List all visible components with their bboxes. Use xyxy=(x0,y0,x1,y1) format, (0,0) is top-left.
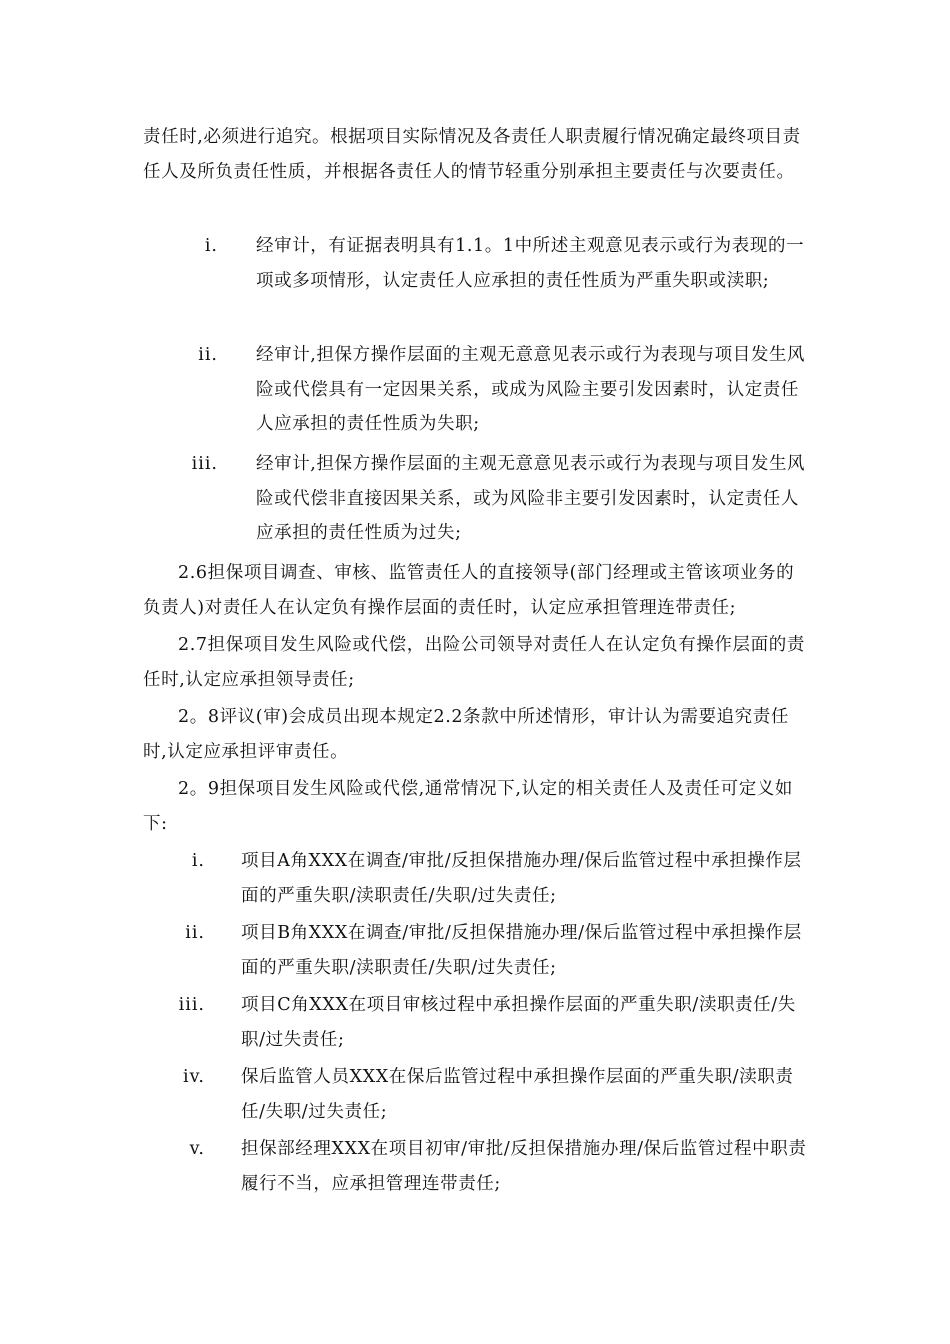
list-b-marker-2: ii. xyxy=(185,923,205,943)
list-a-item-2: 经审计,担保方操作层面的主观无意意见表示或行为表现与项目发生风险或代偿具有一定因果关系，或成为风险主要引发因素时，认定责任人应承担的责任性质为失职; xyxy=(256,345,806,434)
list-a-marker-2: ii. xyxy=(198,345,218,365)
paragraph-2-8: 2。8评议(审)会成员出现本规定2.2条款中所述情形，审计认为需要追究责任时,认定应承担评审责任。 xyxy=(143,707,789,762)
list-b-item-3: 项目C角XXX在项目审核过程中承担操作层面的严重失职/渎职责任/失职/过失责任; xyxy=(241,995,796,1050)
list-b-marker-1: i. xyxy=(191,851,205,871)
list-b-item-4: 保后监管人员XXX在保后监管过程中承担操作层面的严重失职/渎职责任/失职/过失责任; xyxy=(241,1067,794,1122)
list-b-marker-4: iv. xyxy=(183,1067,205,1087)
list-b-item-5: 担保部经理XXX在项目初审/审批/反担保措施办理/保后监管过程中职责履行不当，应承担管理连带责任; xyxy=(241,1139,807,1194)
list-b-marker-3: iii. xyxy=(178,995,205,1015)
list-a-marker-1: i. xyxy=(204,236,218,256)
list-b-item-1: 项目A角XXX在调查/审批/反担保措施办理/保后监管过程中承担操作层面的严重失职/渎职责任/失职/过失责任; xyxy=(241,851,802,906)
paragraph-intro: 责任时,必须进行追究。根据项目实际情况及各责任人职责履行情况确定最终项目责任人及所负责任性质，并根据各责任人的情节轻重分别承担主要责任与次要责任。 xyxy=(143,127,801,182)
list-b-item-2: 项目B角XXX在调查/审批/反担保措施办理/保后监管过程中承担操作层面的严重失职/渎职责任/失职/过失责任; xyxy=(241,923,802,978)
paragraph-2-7: 2.7担保项目发生风险或代偿，出险公司领导对责任人在认定负有操作层面的责任时,认定应承担领导责任; xyxy=(143,635,805,690)
paragraph-2-9: 2。9担保项目发生风险或代偿,通常情况下,认定的相关责任人及责任可定义如下: xyxy=(143,779,793,834)
list-b-marker-5: v. xyxy=(189,1139,205,1159)
list-a-marker-3: iii. xyxy=(191,454,218,474)
list-a-item-1: 经审计，有证据表明具有1.1。1中所述主观意见表示或行为表现的一项或多项情形，认定责任人应承担的责任性质为严重失职或渎职; xyxy=(256,236,805,291)
paragraph-2-6: 2.6担保项目调查、审核、监管责任人的直接领导(部门经理或主管该项业务的负责人)对责任人在认定负有操作层面的责任时，认定应承担管理连带责任; xyxy=(143,563,795,618)
list-a-item-3: 经审计,担保方操作层面的主观无意意见表示或行为表现与项目发生风险或代偿非直接因果关系，或为风险非主要引发因素时，认定责任人应承担的责任性质为过失; xyxy=(256,454,806,543)
